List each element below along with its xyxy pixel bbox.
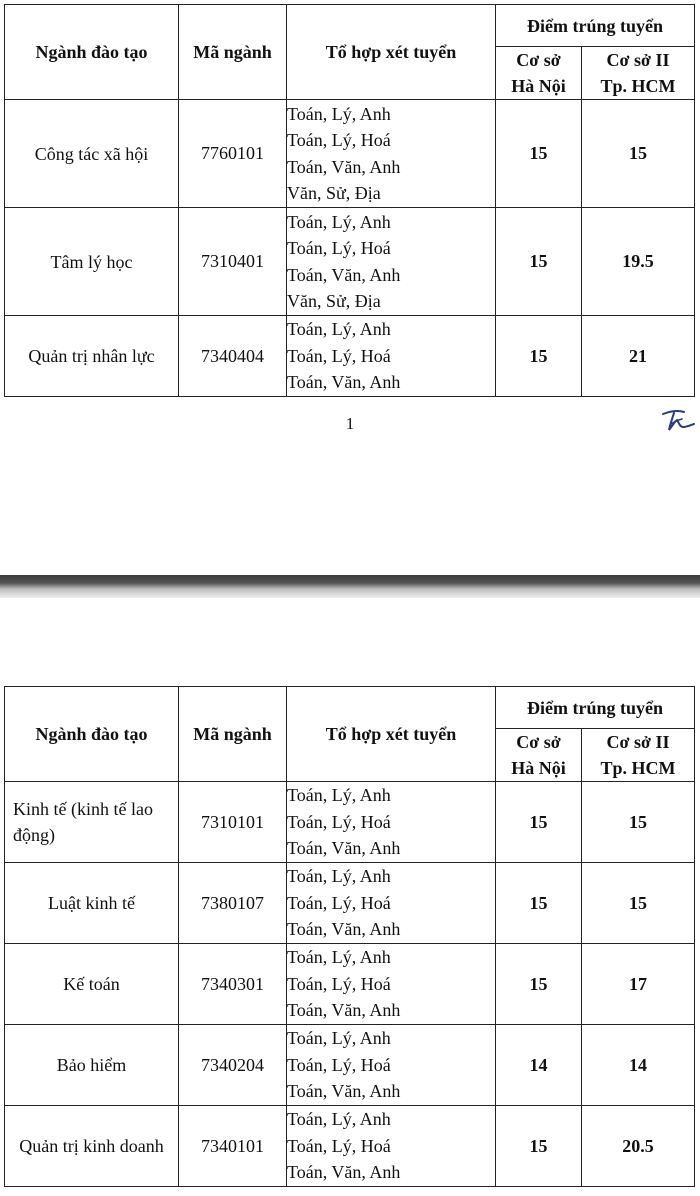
header-campus-hcm: Cơ sở II Tp. HCM: [582, 729, 695, 782]
combo-item: Toán, Văn, Anh: [287, 156, 401, 177]
major-name: Bảo hiểm: [5, 1025, 179, 1106]
major-name: Luật kinh tế: [5, 863, 179, 944]
header-score: Điểm trúng tuyển: [496, 687, 695, 729]
major-code: 7760101: [179, 100, 287, 208]
combo-item: Toán, Lý, Hoá: [287, 130, 391, 150]
major-name: Quản trị kinh doanh: [5, 1106, 179, 1187]
combo-item: Toán, Lý, Hoá: [287, 811, 391, 832]
score-hcm: 21: [582, 316, 695, 397]
table-row: [5, 1106, 695, 1187]
table-row: [5, 100, 695, 208]
table-row: [5, 316, 695, 397]
table-row: [5, 863, 695, 944]
page-number: 1: [345, 414, 355, 433]
combo-item: Toán, Văn, Anh: [287, 1000, 401, 1021]
header-combo: Tổ hợp xét tuyển: [287, 5, 496, 100]
score-hanoi: 15: [496, 316, 582, 397]
admission-score-table-1: [4, 4, 695, 397]
combo-item: Toán, Văn, Anh: [287, 1081, 401, 1102]
score-hanoi: 15: [496, 1106, 582, 1187]
combo-item: Toán, Lý, Hoá: [287, 973, 391, 994]
score-hanoi: 14: [496, 1025, 582, 1106]
header-code: Mã ngành: [179, 687, 287, 782]
combo-item: Toán, Lý, Anh: [287, 319, 391, 340]
table-row: [5, 944, 695, 1025]
major-code: 7340101: [179, 1106, 287, 1187]
combo-item: Văn, Sử, Địa: [287, 291, 381, 311]
score-hcm: 17: [582, 944, 695, 1025]
header-campus-hanoi: Cơ sở Hà Nội: [496, 729, 582, 782]
major-name: Tâm lý học: [5, 208, 179, 316]
document-page-1: [0, 0, 700, 575]
major-code: 7340404: [179, 316, 287, 397]
combo-item: Toán, Lý, Hoá: [287, 1054, 391, 1075]
score-hcm: 20.5: [582, 1106, 695, 1187]
score-hcm: 19.5: [582, 208, 695, 316]
document-page-2: [0, 598, 700, 1196]
combo-item: Toán, Văn, Anh: [287, 919, 401, 940]
combo-item: Văn, Sử, Địa: [287, 183, 381, 203]
header-campus-hanoi: Cơ sở Hà Nội: [496, 47, 582, 100]
combo-list: [287, 100, 496, 208]
score-hanoi: 15: [496, 208, 582, 316]
combo-list: [287, 208, 496, 316]
major-name: Công tác xã hội: [5, 100, 179, 208]
score-hcm: 15: [582, 782, 695, 863]
table-row: [5, 208, 695, 316]
combo-list: [287, 1025, 496, 1106]
major-code: 7310401: [179, 208, 287, 316]
combo-item: Toán, Lý, Anh: [287, 1028, 391, 1049]
combo-list: [287, 316, 496, 397]
table-row: [5, 782, 695, 863]
combo-item: Toán, Lý, Anh: [287, 1109, 391, 1130]
score-hanoi: 15: [496, 944, 582, 1025]
combo-item: Toán, Lý, Anh: [287, 103, 391, 124]
combo-list: [287, 944, 496, 1025]
score-hcm: 15: [582, 863, 695, 944]
score-hanoi: 15: [496, 100, 582, 208]
combo-item: Toán, Lý, Anh: [287, 947, 391, 968]
major-code: 7380107: [179, 863, 287, 944]
header-combo: Tổ hợp xét tuyển: [287, 687, 496, 782]
score-hcm: 14: [582, 1025, 695, 1106]
major-name: Kế toán: [5, 944, 179, 1025]
header-score: Điểm trúng tuyển: [496, 5, 695, 47]
header-campus-hcm: Cơ sở II Tp. HCM: [582, 47, 695, 100]
combo-item: Toán, Lý, Anh: [287, 785, 391, 806]
combo-item: Toán, Lý, Anh: [287, 866, 391, 887]
major-code: 7340204: [179, 1025, 287, 1106]
table-row: [5, 1025, 695, 1106]
combo-item: Toán, Lý, Hoá: [287, 345, 391, 366]
page-separator: [0, 575, 700, 598]
combo-list: [287, 782, 496, 863]
combo-item: Toán, Lý, Hoá: [287, 892, 391, 913]
major-code: 7310101: [179, 782, 287, 863]
combo-item: Toán, Lý, Hoá: [287, 1135, 391, 1156]
combo-item: Toán, Lý, Anh: [287, 211, 391, 232]
admission-score-table-2: [4, 686, 695, 1187]
combo-list: [287, 1106, 496, 1187]
header-code: Mã ngành: [179, 5, 287, 100]
header-major: Ngành đào tạo: [5, 5, 179, 100]
score-hcm: 15: [582, 100, 695, 208]
combo-item: Toán, Văn, Anh: [287, 1162, 401, 1183]
major-name: Kinh tế (kinh tế lao động): [5, 782, 179, 863]
score-hanoi: 15: [496, 782, 582, 863]
major-name: Quản trị nhân lực: [5, 316, 179, 397]
combo-item: Toán, Văn, Anh: [287, 264, 401, 285]
combo-list: [287, 863, 496, 944]
score-hanoi: 15: [496, 863, 582, 944]
combo-item: Toán, Văn, Anh: [287, 838, 401, 859]
combo-item: Toán, Lý, Hoá: [287, 238, 391, 258]
signature-initial: [660, 405, 696, 435]
header-major: Ngành đào tạo: [5, 687, 179, 782]
combo-item: Toán, Văn, Anh: [287, 372, 401, 393]
major-code: 7340301: [179, 944, 287, 1025]
